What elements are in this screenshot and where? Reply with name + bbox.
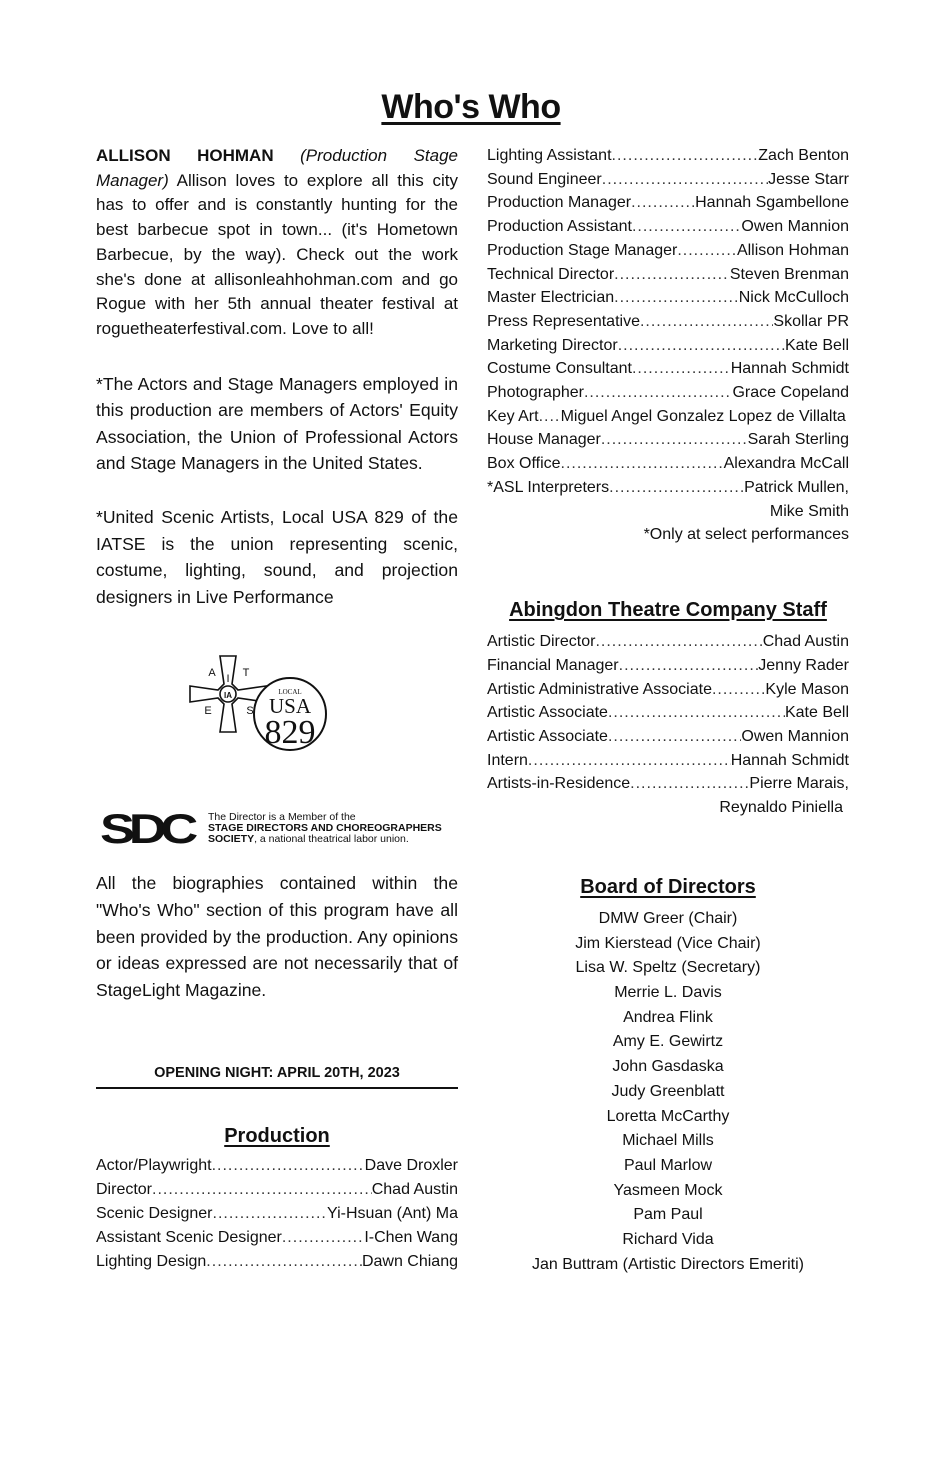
board-member: Paul Marlow [623, 1156, 713, 1174]
sdc-statement [208, 812, 442, 845]
credit-row [487, 357, 849, 381]
credit-row [96, 1226, 458, 1250]
credit-row [487, 263, 849, 287]
credit-name: Jesse Starr [768, 170, 849, 188]
sdc-line-2: STAGE DIRECTORS AND CHOREOGRAPHERS [208, 822, 442, 835]
iatse-letter-t: T [242, 667, 250, 680]
credit-row [487, 452, 849, 476]
iatse-logo-graphic [188, 654, 328, 758]
usa-note: *United Scenic Artists, Local USA 829 of the IATSE is the union representing scenic, costume, lighting, sound, and projection designers in Live Performance [96, 507, 458, 607]
board-member: Lisa W. Speltz (Secretary) [575, 959, 761, 977]
credit-row [487, 630, 849, 654]
credit-role: Technical Director [487, 265, 615, 283]
board-member: Yasmeen Mock [613, 1181, 723, 1199]
iatse-usa829-logo [96, 654, 458, 762]
sdc-line-3 [208, 834, 442, 845]
board-member: Amy E. Gewirtz [612, 1033, 724, 1051]
credit-role: Artistic Administrative Associate [487, 680, 712, 698]
credit-role: *ASL Interpreters [487, 478, 610, 496]
board-members [487, 907, 849, 1278]
credit-role: Artistic Director [487, 633, 596, 651]
board-member: Judy Greenblatt [611, 1082, 725, 1100]
credit-row [487, 772, 849, 796]
credit-row [487, 476, 849, 500]
credit-name: Alexandra McCall [723, 455, 849, 473]
bio-role: (Production Stage Manager) [96, 146, 458, 190]
equity-note: *The Actors and Stage Managers employed in this production are members of Actors' Equity Association, the Union of Professional Actors and Stage Managers in the United States. [96, 373, 458, 474]
sdc-line-3-bold: SOCIETY [208, 833, 255, 846]
credit-role: Artistic Associate [487, 704, 608, 722]
board-member: Andrea Flink [623, 1008, 713, 1026]
credit-name: Owen Mannion [741, 218, 849, 236]
credit-row [487, 215, 849, 239]
credit-name: Kyle Mason [765, 680, 849, 698]
credit-name: Kate Bell [784, 704, 849, 722]
credit-role: Production Manager [487, 194, 632, 212]
credit-role: Key Art [487, 407, 539, 425]
credit-name: Hannah Sgambellone [695, 194, 849, 212]
credit-name: Owen Mannion [741, 728, 849, 746]
credit-name: Chad Austin [371, 1181, 458, 1199]
credit-role: Box Office [487, 455, 561, 473]
credit-role: Production Assistant [487, 218, 632, 236]
credit-row [487, 334, 849, 358]
credit-name: Grace Copeland [732, 384, 849, 402]
credit-row [487, 405, 849, 429]
credit-row [96, 1154, 458, 1178]
credit-row [96, 1250, 458, 1274]
credit-name: Kate Bell [784, 336, 849, 354]
right-column [487, 144, 849, 1277]
usa829-usa-label: USA [268, 694, 312, 719]
sdc-line-3-rest: , a national theatrical labor union. [254, 833, 409, 846]
select-performances-note: *Only at select performances [643, 526, 849, 544]
sdc-logo [96, 800, 458, 856]
sdc-line-1: The Director is a Member of the [208, 811, 356, 824]
credit-name: Dawn Chiang [361, 1252, 458, 1270]
bio-text: Allison loves to explore all this city has to offer and is constantly hunting for the best barbecue spot in town... (it's Hometown Barbecue, by the way). Check out the work she's done at allisonleahhohman.com and go Rogue with her 5th annual theater festival at roguetheaterfestival.com. Love to all! [96, 170, 458, 338]
credit-row [487, 144, 849, 168]
credit-role: Actor/Playwright [96, 1157, 212, 1175]
credit-role: Assistant Scenic Designer [96, 1228, 282, 1246]
credit-row [487, 749, 849, 773]
left-column [96, 144, 458, 1273]
iatse-letter-e: E [204, 705, 212, 718]
credit-role: Master Electrician [487, 289, 615, 307]
credit-row [487, 310, 849, 334]
credit-role: Costume Consultant [487, 360, 632, 378]
credit-name: Nick McCulloch [738, 289, 849, 307]
production-crew-credits [487, 144, 849, 523]
bio-name: ALLISON HOHMAN [96, 146, 274, 165]
credit-role: Financial Manager [487, 656, 619, 674]
board-member: Merrie L. Davis [614, 983, 722, 1001]
credit-name: Zach Benton [758, 147, 849, 164]
credit-name: Chad Austin [762, 633, 849, 651]
board-member: Jim Kierstead (Vice Chair) [575, 934, 761, 952]
credit-role: Sound Engineer [487, 170, 602, 188]
iatse-letter-s: S [246, 705, 254, 718]
board-member: Loretta McCarthy [606, 1107, 730, 1125]
board-member: Richard Vida [622, 1231, 714, 1249]
production-credits [96, 1154, 458, 1273]
credit-role: Photographer [487, 384, 584, 402]
credit-row [487, 654, 849, 678]
credit-row [487, 239, 849, 263]
credit-role: Scenic Designer [96, 1204, 213, 1222]
credit-role: Press Representative [487, 312, 640, 330]
credit-name: Hannah Schmidt [730, 751, 849, 769]
credit-row [487, 701, 849, 725]
board-member: Jan Buttram (Artistic Directors Emeriti) [531, 1255, 805, 1273]
credit-role: Production Stage Manager [487, 241, 678, 259]
credit-name: Dave Droxler [364, 1157, 458, 1175]
credit-name: Hannah Schmidt [730, 360, 849, 378]
credit-row [487, 191, 849, 215]
credit-row [487, 428, 849, 452]
credit-row [487, 286, 849, 310]
page-title: Who's Who [381, 88, 561, 126]
credit-continuation [487, 500, 849, 524]
credit-name: Jenny Rader [758, 656, 849, 674]
board-title: Board of Directors [580, 875, 756, 898]
credit-role: Intern [487, 751, 528, 769]
bio-allison-hohman [96, 144, 458, 342]
opening-night: OPENING NIGHT: APRIL 20TH, 2023 [96, 1065, 458, 1089]
biographies-disclaimer: All the biographies contained within the "Who's Who" section of this program have all been provided by the production. Any opinions or ideas expressed are not necessarily that of StageLight Magazine. [96, 873, 458, 1000]
board-member: Pam Paul [633, 1206, 703, 1224]
credit-role: Marketing Director [487, 336, 618, 354]
credit-name: Reynaldo Piniella [719, 799, 843, 817]
credit-role: House Manager [487, 431, 601, 449]
iatse-letter-i: I [226, 673, 230, 686]
production-title: Production [224, 1125, 330, 1148]
iatse-letter-a: A [208, 667, 216, 680]
board-member: John Gasdaska [612, 1058, 724, 1076]
credit-name: Miguel Angel Gonzalez Lopez de Villalta [560, 407, 846, 425]
usa829-number: 829 [264, 714, 316, 752]
usa829-local-label: LOCAL [278, 688, 302, 697]
credit-name: I-Chen Wang [364, 1228, 458, 1246]
credit-role: Lighting Design [96, 1252, 207, 1270]
credit-name: Steven Brenman [729, 265, 849, 283]
board-member: DMW Greer (Chair) [598, 909, 738, 927]
credit-name: Patrick Mullen, [744, 478, 849, 496]
credit-row [487, 678, 849, 702]
iatse-center-label: IA [224, 691, 232, 701]
credit-role: Artistic Associate [487, 728, 608, 746]
credit-continuation [487, 796, 849, 820]
board-member: Michael Mills [622, 1132, 714, 1150]
credit-role: Artists-in-Residence [487, 775, 631, 793]
credit-name: Mike Smith [769, 502, 849, 520]
credit-name: Yi-Hsuan (Ant) Ma [327, 1204, 458, 1222]
sdc-mark-icon: SDC [100, 805, 193, 853]
credit-role: Lighting Assistant [487, 147, 612, 164]
credit-name: Skollar PR [773, 312, 849, 330]
credit-name: Pierre Marais, [749, 775, 849, 793]
credit-row [487, 381, 849, 405]
credit-row [96, 1178, 458, 1202]
staff-credits [487, 630, 849, 820]
credit-row [487, 725, 849, 749]
credit-row [487, 168, 849, 192]
credit-name: Allison Hohman [736, 241, 849, 259]
credit-row [96, 1202, 458, 1226]
staff-title: Abingdon Theatre Company Staff [509, 599, 827, 622]
credit-role: Director [96, 1181, 153, 1199]
credit-name: Sarah Sterling [747, 431, 849, 449]
